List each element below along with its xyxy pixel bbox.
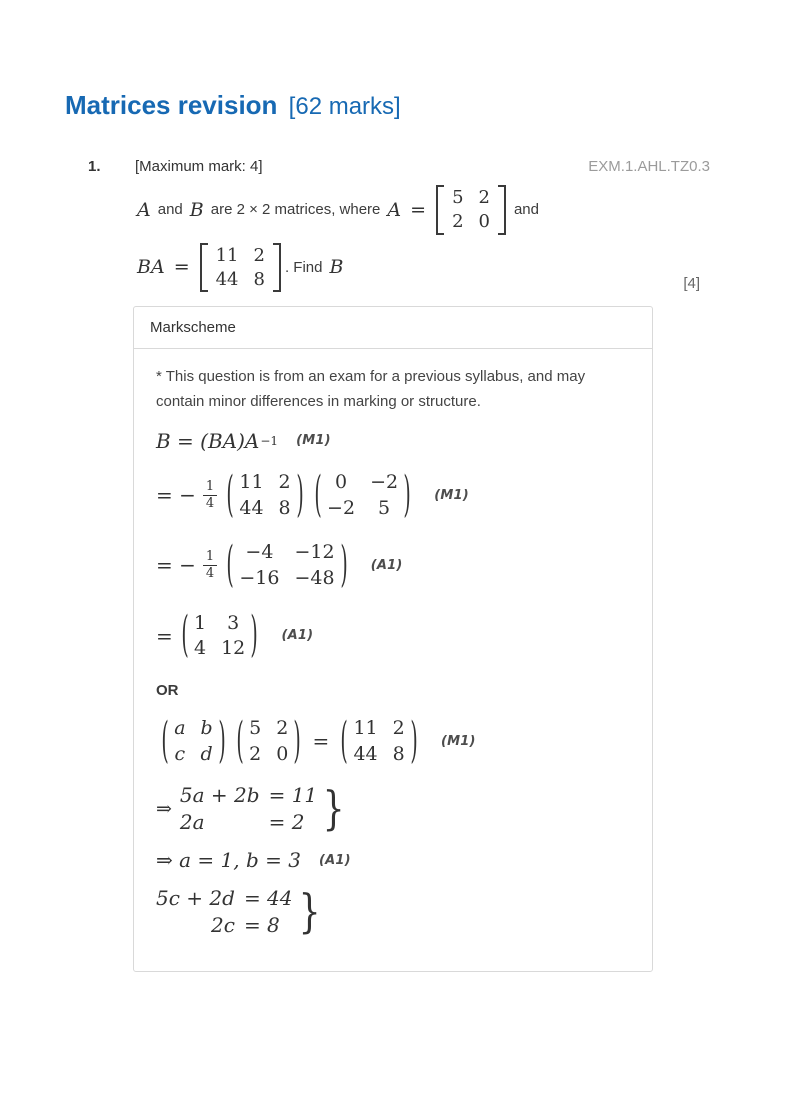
matrix-cell: 8 — [392, 742, 405, 765]
matrix-cells — [246, 715, 291, 767]
markscheme-panel — [133, 306, 653, 972]
question-marks-badge: [4] — [683, 275, 700, 293]
matrix-cell: c — [174, 742, 186, 765]
matrix-cells — [171, 715, 216, 767]
mark-code: (A1) — [318, 852, 351, 868]
math-var-A: A — [137, 198, 151, 221]
mark-code: (A1) — [281, 628, 314, 644]
question-text: and — [157, 201, 183, 219]
markscheme-step-6 — [156, 783, 624, 834]
matrix-cells — [324, 469, 401, 521]
markscheme-step-8 — [156, 886, 624, 937]
matrix-cell: 5 — [249, 716, 262, 739]
matrix — [224, 467, 306, 523]
matrix — [312, 467, 413, 523]
fraction-denominator: 4 — [205, 495, 215, 511]
matrix-cell: 2 — [276, 716, 289, 739]
matrix-cell: d — [200, 742, 213, 765]
matrix-cells — [191, 610, 248, 662]
fraction — [203, 550, 217, 580]
matrix-cell: 8 — [253, 268, 265, 290]
matrix-cell: −2 — [370, 470, 399, 493]
matrix-cell: 0 — [478, 211, 490, 233]
markscheme-step-1 — [156, 429, 624, 453]
matrix-cell: 2 — [392, 716, 405, 739]
right-paren: ) — [218, 712, 226, 768]
matrix-cell: 0 — [276, 742, 289, 765]
matrix-cell: 11 — [353, 716, 378, 739]
question-text: and — [513, 201, 539, 219]
matrix-a — [436, 183, 506, 237]
equals-sign: = — [312, 729, 330, 754]
math-operator: = − — [156, 483, 196, 508]
equation-rhs: = 8 — [243, 913, 280, 938]
matrix-cell: −16 — [239, 566, 280, 589]
matrix-cell: 12 — [221, 637, 246, 660]
math-expression: ⇒ a = 1, b = 3 — [156, 848, 301, 873]
equation-lhs: 2a — [179, 810, 205, 835]
question-text: . Find — [284, 258, 323, 276]
page-title-text: Matrices revision — [65, 90, 278, 120]
matrix-cell: 2 — [452, 211, 464, 233]
right-paren: ) — [296, 466, 304, 522]
markscheme-step-7 — [156, 848, 624, 872]
equation-rhs: = 2 — [268, 810, 305, 835]
fraction-numerator: 1 — [203, 550, 217, 566]
right-paren: ) — [250, 607, 259, 663]
matrix-cell: 2 — [249, 742, 262, 765]
math-var-B: B — [329, 256, 344, 279]
equation-rhs: = 44 — [243, 886, 293, 911]
matrix-cell: 44 — [215, 268, 239, 290]
markscheme-header — [134, 307, 652, 349]
equation-system — [180, 783, 317, 834]
left-paren: ( — [161, 712, 169, 768]
matrix-cell: 2 — [278, 470, 291, 493]
matrix-cell: 2 — [253, 244, 265, 266]
equation-lhs: 2c — [211, 913, 235, 938]
question-number: 1. — [88, 157, 101, 175]
right-paren: ) — [403, 466, 411, 522]
max-mark-label: [Maximum mark: 4] — [135, 157, 263, 175]
right-brace: } — [298, 884, 321, 939]
matrix-cells — [213, 243, 268, 293]
equals-sign: = — [173, 256, 190, 279]
question-code: EXM.1.AHL.TZ0.3 — [588, 157, 710, 175]
implies-arrow: ⇒ — [156, 797, 172, 820]
matrix-cell: −12 — [294, 541, 335, 564]
matrix — [179, 608, 261, 664]
fraction-denominator: 4 — [205, 565, 215, 581]
right-paren: ) — [293, 712, 302, 768]
equation-lhs: 5c + 2d — [156, 886, 235, 911]
question-text: are 2 × 2 matrices, where — [210, 201, 381, 219]
left-bracket — [436, 185, 444, 235]
matrix-cell: 3 — [227, 611, 240, 634]
equation-system — [156, 886, 293, 937]
matrix-cell: 8 — [278, 496, 291, 519]
matrix-cell: 44 — [353, 742, 378, 765]
mark-code: (M1) — [440, 733, 476, 749]
matrix-cell: 11 — [215, 244, 239, 266]
question-header — [88, 158, 710, 175]
matrix-cell: b — [200, 716, 213, 739]
question-body — [135, 183, 791, 295]
left-paren: ( — [314, 466, 322, 522]
left-paren: ( — [226, 466, 234, 522]
left-paren: ( — [226, 536, 234, 592]
matrix-cells — [236, 539, 337, 591]
math-operator: = — [156, 623, 173, 648]
math-var-BA: BA — [137, 256, 165, 279]
markscheme-step-5 — [156, 713, 624, 769]
math-operator: = − — [156, 553, 196, 578]
equation-rhs: = 11 — [268, 783, 318, 808]
matrix-cell: 44 — [239, 496, 264, 519]
right-bracket — [273, 243, 281, 293]
matrix-cells — [449, 185, 493, 235]
markscheme-step-4 — [156, 608, 624, 664]
fraction-numerator: 1 — [203, 480, 217, 496]
matrix-cell: 2 — [478, 186, 490, 208]
matrix-cell: a — [174, 716, 186, 739]
equation-lhs: 5a + 2b — [179, 783, 260, 808]
or-label: OR — [156, 681, 179, 699]
matrix — [224, 537, 350, 593]
matrix-cell: −48 — [294, 566, 335, 589]
left-bracket — [200, 243, 208, 293]
mark-code: (M1) — [434, 487, 469, 503]
question-line-1 — [135, 183, 791, 237]
matrix-cell: 5 — [378, 496, 391, 519]
matrix-cells — [350, 715, 407, 767]
markscheme-header-label: Markscheme — [150, 319, 236, 337]
matrix-cell: −2 — [327, 496, 356, 519]
page-title — [65, 90, 791, 122]
mark-code: (A1) — [370, 557, 403, 573]
right-bracket — [498, 185, 506, 235]
fraction — [203, 480, 217, 510]
left-paren: ( — [181, 607, 189, 663]
matrix-cell: 0 — [335, 470, 348, 493]
matrix-cell: 4 — [193, 637, 207, 660]
markscheme-step-3 — [156, 537, 624, 593]
left-paren: ( — [236, 712, 244, 768]
equals-sign: = — [410, 198, 427, 221]
matrix — [338, 713, 420, 769]
matrix — [234, 713, 304, 769]
exponent: −1 — [260, 433, 279, 448]
right-brace: } — [322, 781, 345, 836]
markscheme-body — [134, 349, 652, 971]
matrix — [159, 713, 228, 769]
matrix-cell: −4 — [245, 541, 274, 564]
left-paren: ( — [340, 712, 349, 768]
matrix-cell: 11 — [239, 470, 264, 493]
matrix-cell: 5 — [452, 186, 464, 208]
mark-code: (M1) — [296, 433, 331, 449]
right-paren: ) — [410, 712, 418, 768]
question-line-2 — [135, 241, 700, 295]
matrix-cell: 1 — [193, 611, 207, 634]
math-var-A: A — [387, 198, 402, 221]
matrix-cells — [236, 469, 293, 521]
markscheme-note: * This question is from an exam for a previous syllabus, and may contain minor differences in marking or structure. — [156, 368, 586, 411]
right-paren: ) — [339, 536, 348, 592]
document-page — [0, 90, 791, 1114]
math-expression: B = (BA)A — [156, 428, 260, 453]
page-title-marks: [62 marks] — [288, 93, 401, 120]
matrix-ba — [200, 241, 281, 295]
math-var-B: B — [189, 198, 204, 221]
markscheme-step-2 — [156, 467, 624, 523]
